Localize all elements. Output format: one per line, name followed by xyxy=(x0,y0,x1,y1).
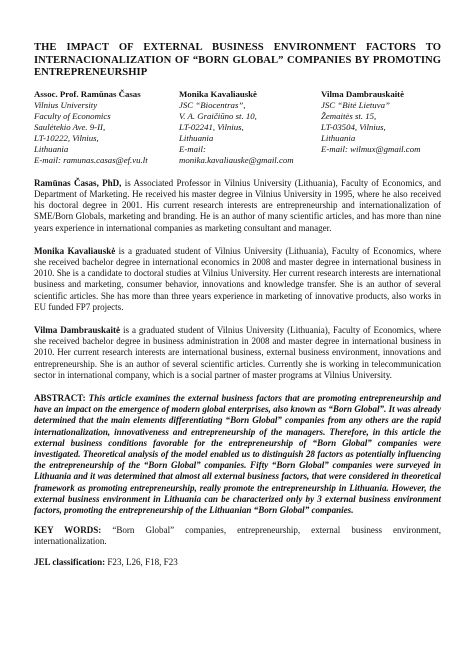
bio-text: is a graduated student of Vilnius University (Lithuania), Faculty of Economics, where she received bachelor degree in international economics in 2008 and master degree in international business in 2010. She is a candidate to doctoral studies at Vilnius University. Her current research interests are international business and marketing, consumer behavior, innovations and knowledge transfer. She is an author of several scientific articles. She has more than three years experience in marketing of innovative products, also works in EU funded FP7 projects. xyxy=(34,245,442,312)
author-affiliation-line: Žemaitės st. 15, xyxy=(321,110,377,121)
abstract-label: ABSTRACT: xyxy=(34,393,86,404)
keywords-label: KEY WORDS: xyxy=(34,525,102,536)
author-name: Monika Kavaliauskė xyxy=(179,88,257,99)
author-affiliation-line: E-mail: xyxy=(179,143,206,154)
author-3 xyxy=(321,89,441,166)
author-affiliation-line: LT-03504, Vilnius, xyxy=(321,121,386,132)
keywords-text: “Born Global” companies, entrepreneurship, external business environment, internationalization. xyxy=(34,525,441,547)
author-affiliation-line: Vilnius University xyxy=(34,99,98,110)
author-name: Vilma Dambrauskaitė xyxy=(321,88,404,99)
jel-label: JEL classification: xyxy=(34,556,106,567)
bio-name: Vilma Dambrauskaitė xyxy=(34,325,121,336)
bio-text: is Associated Professor in Vilnius University (Lithuania), Faculty of Economics, and Department of Marketing. He received his master degree in Vilnius University in 1995, where he also received his doctoral degree in 2001. His current research interests are entrepreneurship and internationalization of SME/Born Globals, marketing and branding. He is an author of many scientific articles, and has more than nine years experience in international companies as marketing consultant and manager. xyxy=(34,177,441,233)
author-affiliation-line: Lithuania xyxy=(179,132,214,143)
author-bio-3 xyxy=(34,325,441,381)
paper-title: THE IMPACT OF EXTERNAL BUSINESS ENVIRONMENT FACTORS TO INTERNACIONALIZATION OF “BORN GLOBAL” COMPANIES BY PROMOTING ENTREPRENEURSHIP xyxy=(34,42,441,79)
author-affiliation-line: JSC “Biocentras”, xyxy=(179,99,246,110)
jel-classification xyxy=(34,557,441,568)
author-email: E-mail: wilmux@gmail.com xyxy=(321,143,421,154)
author-email: monika.kavaliauske@gmail.com xyxy=(179,154,294,165)
author-affiliation-line: V. A. Graičiūno st. 10, xyxy=(179,110,257,121)
abstract xyxy=(34,393,441,516)
author-affiliation-line: Faculty of Economics xyxy=(34,110,111,121)
abstract-text: This article examines the external business factors that are promoting entrepreneurship and have an impact on the emergence of modern global enterprises, also known as “Born Global”. It was already determined that the main elements differentiating “Born Global” companies from any others are the rapid internationalization, innovativeness and entrepreneurship of the managers. Therefore, in this article the external business conditions favorable for the entrepreneurship of “Born Global” companies were investigated. Theoretical analysis of the model enabled us to distinguish 28 factors as potentially influencing the entrepreneurship of the “Born Global” companies. Fifty “Born Global” companies were surveyed in Lithuania and it was determined that almost all external business factors, that were considered in theoretical framework as promoting entrepreneurship, really promote the entrepreneurship in Lithuania. However, the external business environment in Lithuania can be characterized only by 3 external business environment factors, promoting the entrepreneurship of the Lithuanian “Born Global” companies. xyxy=(34,393,441,516)
bio-name: Ramūnas Časas, PhD, xyxy=(34,177,122,188)
keywords xyxy=(34,525,441,547)
bio-text: is a graduated student of Vilnius University (Lithuania), Faculty of Economics, where she received bachelor degree in business administration in 2008 and master degree in international business in 2010. Her current research interests are international business, external business environment, innovations and entrepreneurship. She is an author of several scientific articles. Currently she is working in telecommunication sector in international company, which is a social partner of master programs at Vilnius University. xyxy=(34,325,442,380)
author-bio-1 xyxy=(34,178,441,234)
author-1 xyxy=(34,89,179,166)
author-2 xyxy=(179,89,321,166)
author-affiliation-line: JSC “Bitė Lietuva” xyxy=(321,99,390,110)
author-email: E-mail: ramunas.casas@ef.vu.lt xyxy=(34,154,148,165)
author-affiliation-line: LT-10222, Vilnius, xyxy=(34,132,99,143)
jel-codes: F23, L26, F18, F23 xyxy=(105,556,178,567)
bio-name: Monika Kavaliauskė xyxy=(34,245,116,256)
author-affiliation-line: Saulėtekio Ave. 9-II, xyxy=(34,121,106,132)
author-affiliation-line: Lithuania xyxy=(321,132,356,143)
author-block xyxy=(34,89,441,166)
author-affiliation-line: LT-02241, Vilnius, xyxy=(179,121,244,132)
author-affiliation-line: Lithuania xyxy=(34,143,69,154)
paper-page xyxy=(34,42,441,568)
author-bio-2 xyxy=(34,246,441,313)
author-name: Assoc. Prof. Ramūnas Časas xyxy=(34,88,141,99)
